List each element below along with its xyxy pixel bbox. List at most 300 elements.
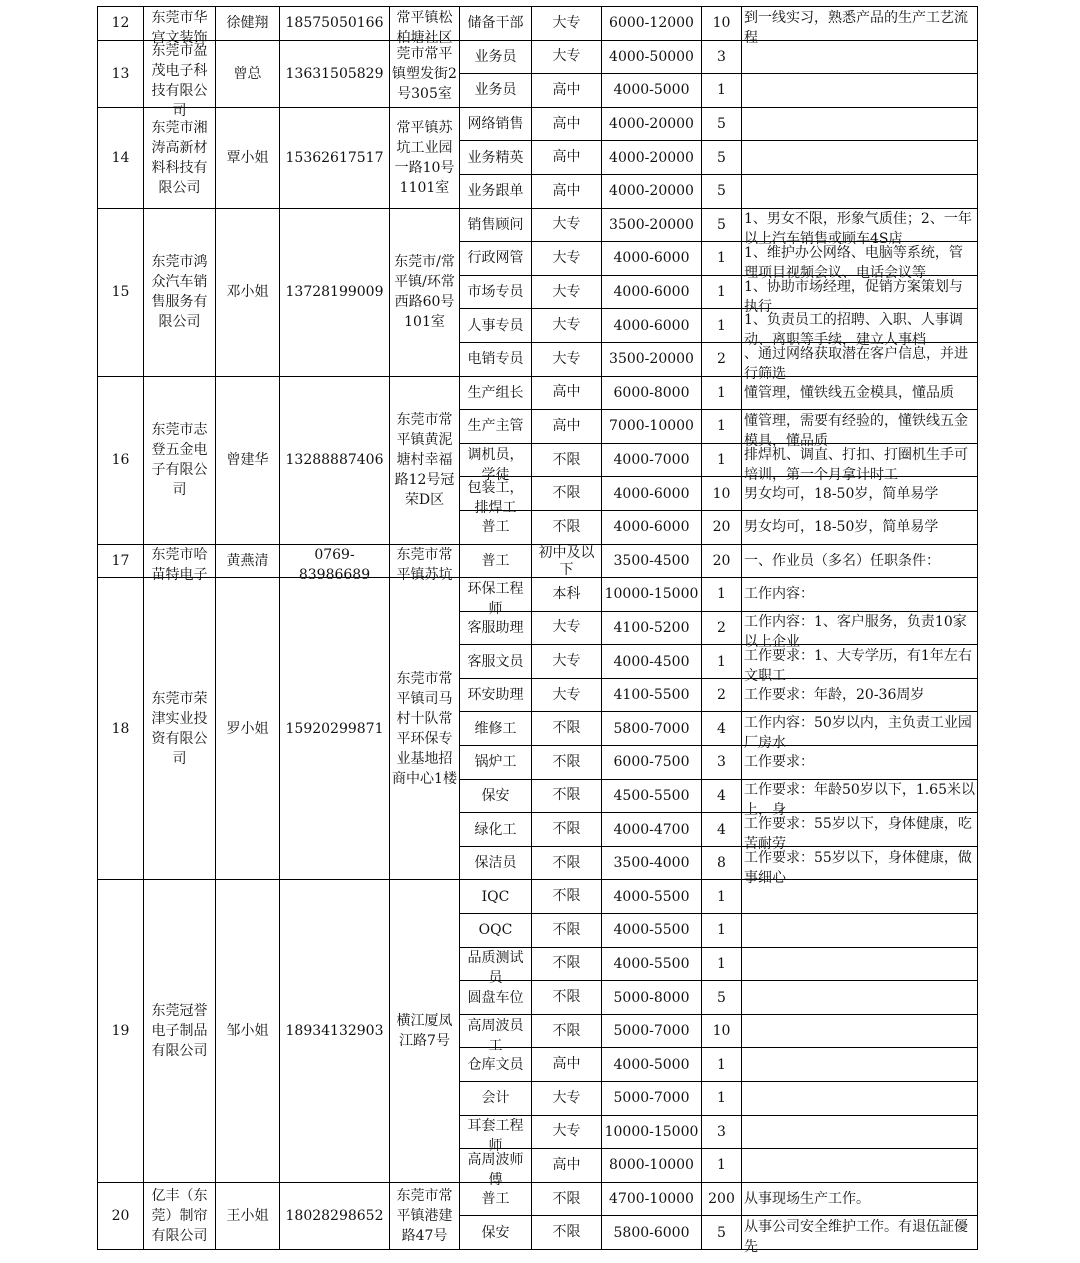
headcount-cell-text: 3 [717,754,726,771]
headcount-cell [702,578,742,612]
headcount-cell-text: 20 [712,519,731,536]
group-number-cell-text: 16 [111,452,130,469]
education-cell-text: 大专 [552,686,581,703]
education-cell-text: 高中 [552,1056,581,1073]
salary-cell-text: 4000-20000 [609,183,694,200]
job-title-cell [460,107,532,141]
company-name-cell [144,208,216,376]
company-name-cell [144,7,216,46]
job-title-cell [460,645,532,679]
salary-cell [602,779,702,813]
education-cell [532,510,602,544]
headcount-cell-text: 2 [717,687,726,704]
job-title-cell-text: 生产主管 [467,418,524,435]
headcount-cell [702,712,742,746]
job-title-cell-text: 销售顾问 [467,216,524,233]
salary-cell-text: 4000-20000 [609,116,694,133]
company-name-cell [144,40,216,120]
requirements-cell [742,779,978,819]
job-title-cell-text: 绿化工 [474,821,517,838]
education-cell-text: 不限 [552,1224,581,1241]
salary-cell [602,309,702,343]
requirements-cell-text: 工作内容：1、客户服务，负责10家以上企业 [744,614,967,651]
education-cell [532,947,602,981]
headcount-cell [702,611,742,645]
group-number-cell-text: 19 [111,1023,130,1040]
requirements-cell [742,1014,978,1048]
requirements-cell [742,1149,978,1183]
address-cell [390,1182,460,1249]
salary-cell [602,1216,702,1250]
headcount-cell [702,1082,742,1116]
job-title-cell-text: 普工 [481,552,510,569]
table-row [98,578,978,612]
phone-cell [280,1182,390,1249]
group-number-cell [98,376,144,544]
education-cell-text: 高中 [552,1156,581,1173]
salary-cell [602,981,702,1015]
salary-cell [602,74,702,108]
headcount-cell [702,510,742,544]
headcount-cell-text: 5 [717,183,726,200]
salary-cell-text: 8000-10000 [609,1157,694,1174]
education-cell-text: 大专 [552,1123,581,1140]
table-row [98,107,978,141]
job-table-body [98,7,978,1256]
job-title-cell-text: 储备干部 [467,15,524,32]
requirements-cell-text: 1、协助市场经理，促销方案策划与执行 [744,278,963,315]
education-cell-text: 不限 [552,485,581,502]
table-row [98,880,978,914]
headcount-cell-text: 5 [717,989,726,1006]
group-number-cell-text: 18 [111,720,130,737]
education-cell [532,981,602,1015]
company-name-cell-text: 东莞市华宫文装饰 [151,9,208,46]
job-title-cell [460,1082,532,1116]
headcount-cell-text: 1 [717,586,726,603]
contact-cell [216,1182,280,1249]
salary-cell [602,712,702,746]
contact-cell-text: 徐健翔 [226,15,269,32]
contact-cell [216,40,280,107]
group-number-cell [98,880,144,1182]
table-row [98,544,978,578]
group-number-cell [98,208,144,376]
phone-cell-text: 18575050166 [285,15,384,32]
headcount-cell [702,1182,742,1216]
job-title-cell-text: 普工 [481,1191,510,1208]
education-cell [532,678,602,712]
contact-cell-text: 罗小姐 [226,720,269,737]
job-title-cell-text: 维修工 [474,720,517,737]
job-title-cell-text: 耳套工程师 [467,1118,524,1155]
requirements-cell-text: 男女均可，18-50岁，简单易学 [744,485,939,502]
education-cell-text: 大专 [552,216,581,233]
job-title-cell [460,947,532,987]
headcount-cell-text: 1 [717,284,726,301]
education-cell-text: 初中及以下 [538,545,595,579]
company-name-cell [144,578,216,880]
education-cell-text: 不限 [552,1022,581,1039]
job-title-cell-text: 普工 [481,519,510,536]
salary-cell-text: 4000-5000 [613,82,690,99]
contact-cell-text: 黄燕清 [226,552,269,569]
job-title-cell [460,712,532,746]
salary-cell-text: 4000-6000 [613,519,690,536]
address-cell-text: 莞市常平镇塑发街2号305室 [392,45,457,102]
salary-cell [602,275,702,309]
salary-cell [602,1014,702,1048]
address-cell-text: 东莞市常平镇司马村十队常平环保专业基地招商中心1楼 [392,670,457,787]
education-cell-text: 大专 [552,283,581,300]
education-cell [532,645,602,679]
requirements-cell [742,410,978,449]
education-cell-text: 不限 [552,720,581,737]
education-cell [532,1014,602,1048]
salary-cell [602,947,702,981]
requirements-cell [742,342,978,382]
headcount-cell [702,1014,742,1048]
education-cell-text: 大专 [552,619,581,636]
requirements-cell [742,7,978,46]
job-title-cell [460,1216,532,1250]
requirements-cell [742,275,978,315]
education-cell-text: 不限 [552,955,581,972]
job-title-cell-text: 品质测试员 [467,950,524,987]
job-title-cell [460,174,532,208]
headcount-cell [702,342,742,376]
headcount-cell-text: 200 [708,1191,735,1208]
salary-cell [602,242,702,276]
education-cell [532,544,602,578]
phone-cell [280,40,390,107]
address-cell [390,578,460,880]
requirements-cell-text: 工作要求：年龄，20-36周岁 [744,687,925,704]
requirements-cell-text: 、通过网络获取潜在客户信息，并进行筛选 [744,345,968,382]
phone-cell-text: 15362617517 [285,149,384,166]
headcount-cell [702,1048,742,1082]
requirements-cell [742,947,978,981]
job-title-cell [460,544,532,578]
headcount-cell-text: 10 [712,1023,731,1040]
requirements-cell [742,1082,978,1116]
salary-cell-text: 7000-10000 [609,418,694,435]
job-title-cell [460,880,532,914]
education-cell-text: 大专 [552,653,581,670]
salary-cell-text: 6000-12000 [609,15,694,32]
education-cell-text: 不限 [552,753,581,770]
group-number-cell-text: 13 [111,65,130,82]
education-cell [532,746,602,780]
salary-cell [602,342,702,376]
table-row [98,208,978,242]
job-title-cell [460,1115,532,1155]
headcount-cell-text: 5 [717,216,726,233]
education-cell [532,208,602,242]
company-name-cell [144,107,216,208]
job-title-cell-text: 业务精英 [467,149,524,166]
education-cell [532,477,602,511]
education-cell-text: 大专 [552,249,581,266]
headcount-cell [702,678,742,712]
headcount-cell [702,107,742,141]
table-row [98,376,978,410]
headcount-cell [702,746,742,780]
company-name-cell-text: 东莞市志登五金电子有限公司 [151,422,208,499]
job-table [97,6,978,1256]
requirements-cell [742,174,978,208]
company-name-cell-text: 东莞冠誉电子制品有限公司 [151,1003,208,1060]
phone-cell-text: 0769-83986689 [298,547,371,584]
company-name-cell-text: 亿丰（东莞）制帘有限公司 [151,1187,208,1244]
requirements-cell-text: 1、男女不限，形象气质佳；2、一年以上汽车销售或顾车4S店 [744,211,972,248]
contact-cell-text: 王小姐 [226,1207,269,1224]
contact-cell [216,880,280,1182]
education-cell-text: 高中 [552,384,581,401]
job-title-cell [460,275,532,309]
salary-cell-text: 4000-5500 [613,922,690,939]
job-title-cell [460,40,532,74]
education-cell-text: 不限 [552,451,581,468]
salary-cell [602,477,702,511]
requirements-cell [742,645,978,685]
group-number-cell [98,1182,144,1249]
job-title-cell [460,477,532,517]
requirements-cell [742,914,978,948]
headcount-cell-text: 8 [717,855,726,872]
headcount-cell-text: 1 [717,317,726,334]
address-cell [390,107,460,208]
job-title-cell-text: 锅炉工 [474,754,517,771]
company-name-cell-text: 东莞市湘涛高新材料科技有限公司 [151,119,208,196]
education-cell [532,7,602,41]
contact-cell [216,376,280,544]
job-title-cell [460,342,532,376]
education-cell [532,309,602,343]
requirements-cell-text: 懂管理，需要有经验的，懂铁线五金模具，懂品质 [744,412,968,449]
group-number-cell [98,544,144,578]
requirements-cell-text: 排焊机、调直、打扣、打圈机生手可培训，第一个月拿计时工 [744,446,968,483]
headcount-cell-text: 1 [717,922,726,939]
group-number-cell-text: 20 [111,1207,130,1224]
salary-cell-text: 5800-6000 [613,1224,690,1241]
requirements-cell [742,1115,978,1149]
education-cell [532,1048,602,1082]
address-cell-text: 横江厦凤江路7号 [396,1013,453,1050]
headcount-cell [702,1149,742,1183]
job-title-cell-text: 调机员，学徒 [467,446,524,483]
group-number-cell-text: 15 [111,284,130,301]
headcount-cell-text: 5 [717,116,726,133]
salary-cell-text: 10000-15000 [604,1123,699,1140]
salary-cell [602,846,702,880]
education-cell [532,443,602,477]
salary-cell [602,645,702,679]
education-cell [532,578,602,612]
education-cell-text: 高中 [552,81,581,98]
education-cell-text: 高中 [552,115,581,132]
education-cell [532,779,602,813]
contact-cell-text: 覃小姐 [226,149,269,166]
job-title-cell-text: 行政网管 [467,250,524,267]
phone-cell [280,107,390,208]
requirements-cell-text: 1、维护办公网络、电脑等系统，管理项目视频会议、电话会议等 [744,244,963,281]
education-cell [532,846,602,880]
salary-cell-text: 3500-4000 [613,855,690,872]
headcount-cell-text: 5 [717,1224,726,1241]
contact-cell-text: 曾建华 [226,452,269,469]
job-title-cell-text: 保安 [481,1224,510,1241]
education-cell [532,40,602,74]
salary-cell [602,107,702,141]
education-cell-text: 大专 [552,1089,581,1106]
requirements-cell [742,813,978,853]
salary-cell [602,208,702,242]
salary-cell-text: 4000-6000 [613,317,690,334]
salary-cell-text: 5000-8000 [613,989,690,1006]
table-row [98,7,978,41]
group-number-cell [98,578,144,880]
education-cell-text: 大专 [552,14,581,31]
headcount-cell-text: 5 [717,149,726,166]
education-cell-text: 不限 [552,888,581,905]
headcount-cell [702,914,742,948]
requirements-cell [742,510,978,544]
job-title-cell [460,376,532,410]
job-title-cell [460,813,532,847]
education-cell-text: 高中 [552,417,581,434]
address-cell-text: 常平镇松柏塘社区 [396,9,453,46]
education-cell-text: 不限 [552,854,581,871]
education-cell [532,1216,602,1250]
phone-cell [280,880,390,1182]
education-cell [532,712,602,746]
salary-cell [602,376,702,410]
requirements-cell [742,981,978,1015]
phone-cell-text: 18028298652 [285,1207,384,1224]
headcount-cell [702,174,742,208]
salary-cell [602,174,702,208]
job-title-cell [460,678,532,712]
requirements-cell [742,443,978,483]
salary-cell-text: 4000-20000 [609,149,694,166]
headcount-cell [702,645,742,679]
requirements-cell-text: 工作要求： [744,754,814,771]
education-cell [532,376,602,410]
address-cell [390,208,460,376]
address-cell-text: 东莞市常平镇港建路47号 [396,1187,453,1244]
requirements-cell-text: 到一线实习，熟悉产品的生产工艺流程 [744,9,968,46]
salary-cell [602,578,702,612]
company-name-cell-text: 东莞市荣津实业投资有限公司 [151,690,208,767]
phone-cell-text: 13288887406 [285,452,384,469]
headcount-cell-text: 1 [717,250,726,267]
education-cell [532,880,602,914]
salary-cell [602,1149,702,1183]
job-title-cell [460,74,532,108]
headcount-cell [702,779,742,813]
requirements-cell [742,712,978,752]
salary-cell [602,880,702,914]
headcount-cell-text: 1 [717,1056,726,1073]
requirements-cell [742,544,978,578]
job-title-cell-text: 业务跟单 [467,183,524,200]
requirements-cell [742,141,978,175]
job-title-cell-text: OQC [478,922,513,939]
job-title-cell [460,208,532,242]
salary-cell-text: 4000-4500 [613,653,690,670]
headcount-cell [702,7,742,41]
company-name-cell [144,376,216,544]
salary-cell [602,141,702,175]
headcount-cell [702,846,742,880]
requirements-cell-text: 懂管理，懂铁线五金模具，懂品质 [744,384,954,401]
group-number-cell [98,107,144,208]
headcount-cell-text: 10 [712,15,731,32]
salary-cell [602,510,702,544]
job-title-cell-text: 生产组长 [467,384,524,401]
headcount-cell [702,981,742,1015]
education-cell-text: 大专 [552,350,581,367]
salary-cell-text: 5000-7000 [613,1090,690,1107]
job-title-cell-text: 网络销售 [467,116,524,133]
job-title-cell [460,7,532,41]
education-cell [532,914,602,948]
contact-cell-text: 邹小姐 [226,1023,269,1040]
requirements-cell [742,107,978,141]
headcount-cell [702,141,742,175]
education-cell-text: 不限 [552,989,581,1006]
headcount-cell [702,880,742,914]
headcount-cell-text: 2 [717,619,726,636]
salary-cell-text: 4000-5500 [613,888,690,905]
table-row [98,40,978,74]
contact-cell [216,208,280,376]
headcount-cell [702,74,742,108]
headcount-cell [702,410,742,444]
job-listing-sheet [97,6,978,1256]
contact-cell [216,7,280,41]
headcount-cell [702,477,742,511]
headcount-cell [702,309,742,343]
company-name-cell-text: 东莞市哈苗特电子 [151,547,208,583]
company-name-cell [144,1182,216,1249]
job-title-cell-text: 电销专员 [467,351,524,368]
phone-cell [280,376,390,544]
job-title-cell-text: 客服助理 [467,619,524,636]
requirements-cell-text: 工作要求：1、大专学历，有1年左右文职工 [744,648,972,685]
headcount-cell [702,1216,742,1250]
education-cell [532,813,602,847]
education-cell-text: 不限 [552,787,581,804]
requirements-cell-text: 工作要求：年龄50岁以下，1.65米以上，身 [744,782,975,819]
education-cell-text: 不限 [552,518,581,535]
salary-cell-text: 6000-7500 [613,754,690,771]
salary-cell [602,544,702,578]
contact-cell [216,107,280,208]
contact-cell-text: 曾总 [233,65,262,82]
requirements-cell-text: 男女均可，18-50岁，简单易学 [744,519,939,536]
headcount-cell-text: 4 [717,821,726,838]
job-title-cell-text: IQC [481,888,510,905]
job-title-cell-text: 市场专员 [467,284,524,301]
job-title-cell [460,309,532,343]
requirements-cell-text: 从事现场生产工作。 [744,1191,870,1208]
job-title-cell-text: 会计 [481,1090,510,1107]
education-cell [532,74,602,108]
headcount-cell [702,208,742,242]
requirements-cell [742,309,978,349]
